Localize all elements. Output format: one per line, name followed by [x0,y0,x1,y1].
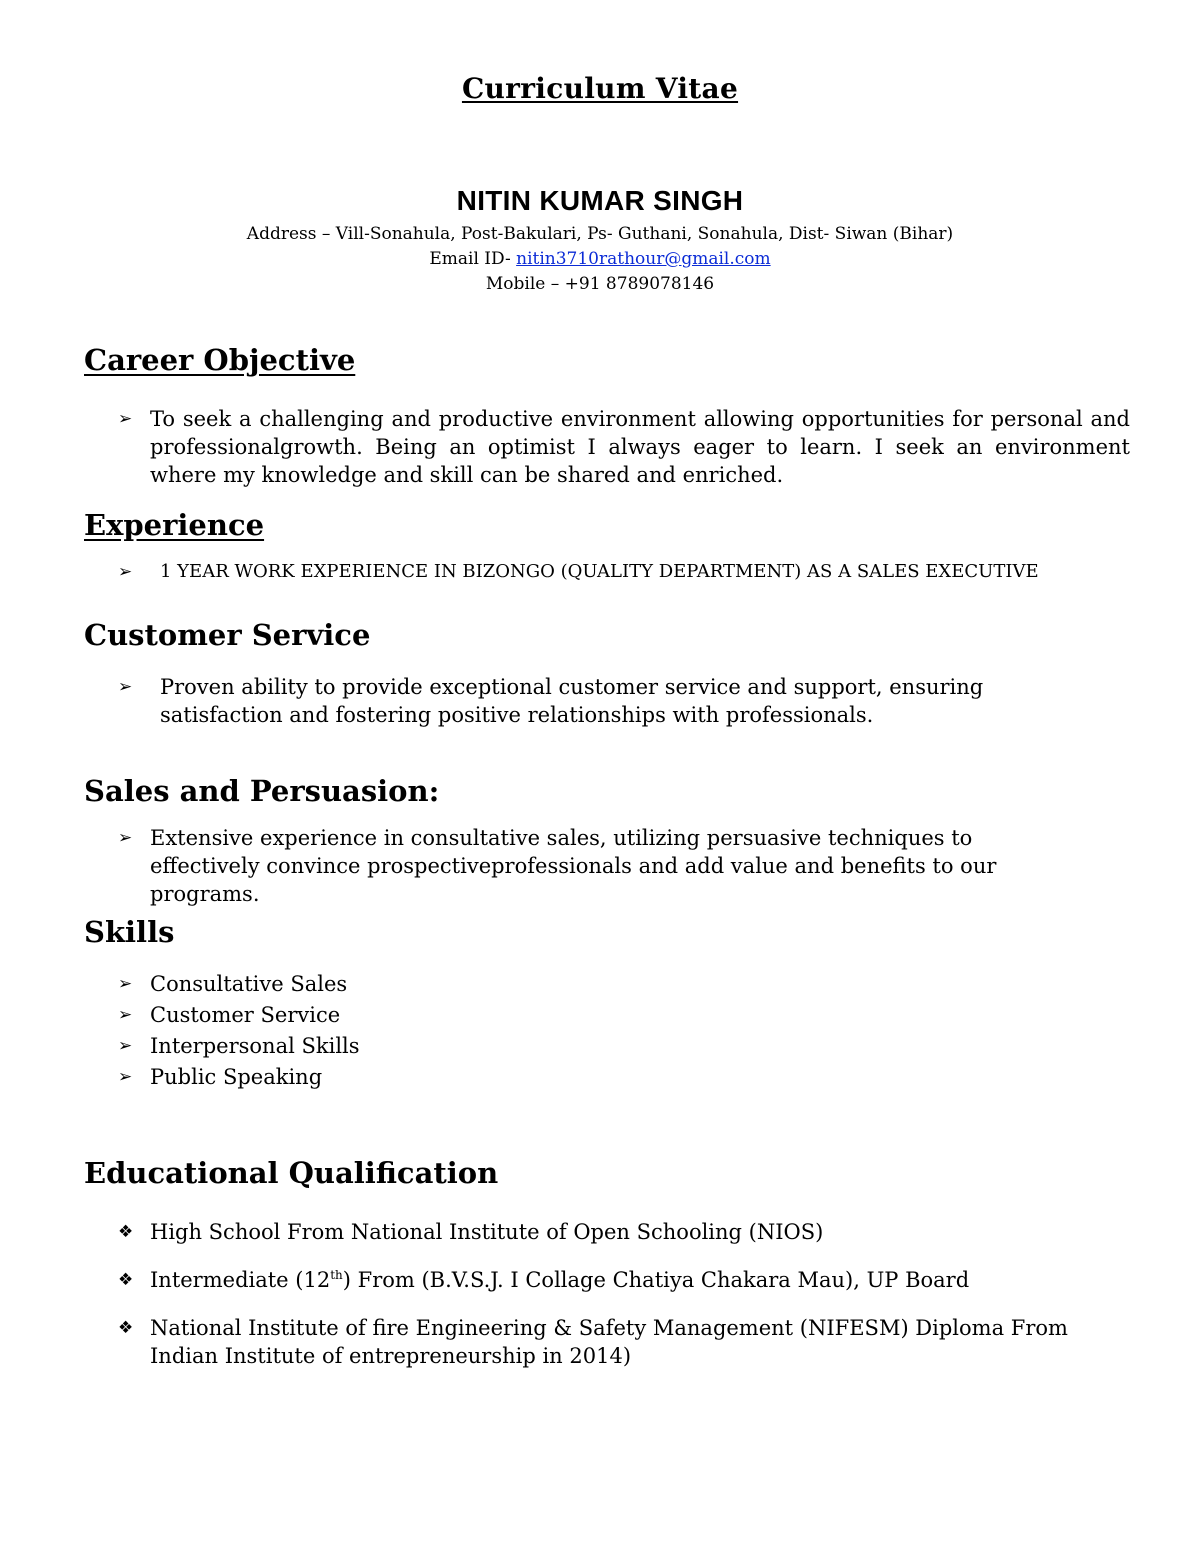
contact-email-line [0,248,1200,270]
arrow-bullet-icon: ➢ [118,677,133,697]
education-item [118,1266,1118,1294]
arrow-bullet-icon: ➢ [118,828,133,848]
skill-text: Customer Service [150,1003,341,1027]
education-text: High School From National Institute of Open Schooling (NIOS) [150,1220,824,1244]
experience-text: 1 YEAR WORK EXPERIENCE IN BIZONGO (QUALITY DEPARTMENT) AS A SALES EXECUTIVE [160,561,1039,582]
diamond-bullet-icon: ❖ [118,1222,134,1242]
customer-service-item [118,673,1088,729]
education-text-part: Intermediate (12 [150,1268,331,1292]
diamond-bullet-icon: ❖ [118,1318,134,1338]
email-link[interactable]: nitin3710rathour@gmail.com [516,249,771,269]
education-item [118,1218,1118,1246]
skill-item [118,1063,618,1091]
email-label: Email ID- [429,249,517,269]
education-text [150,1266,1118,1294]
arrow-bullet-icon: ➢ [118,1005,133,1025]
arrow-bullet-icon: ➢ [118,1067,133,1087]
sales-text: Extensive experience in consultative sales, utilizing persuasive techniques to effectively convince prospectiveprofessionals and add value and benefits to our programs. [150,826,997,906]
career-objective-heading: Career Objective [84,343,356,377]
arrow-bullet-icon: ➢ [118,974,133,994]
skill-text: Interpersonal Skills [150,1034,360,1058]
ordinal-suffix: th [330,1268,343,1282]
skills-heading: Skills [84,915,175,949]
diamond-bullet-icon: ❖ [118,1270,134,1290]
skill-item [118,970,618,998]
skill-text: Public Speaking [150,1065,323,1089]
sales-heading: Sales and Persuasion: [84,774,440,808]
sales-item [118,824,1038,908]
career-objective-item [118,405,1130,489]
education-text-part: ) From (B.V.S.J. I Collage Chatiya Chakara Mau), UP Board [342,1268,970,1292]
skill-text: Consultative Sales [150,972,348,996]
customer-service-heading: Customer Service [84,618,371,652]
experience-item [118,558,1118,586]
arrow-bullet-icon: ➢ [118,1036,133,1056]
contact-mobile: Mobile – +91 8789078146 [485,274,715,294]
education-heading: Educational Qualification [84,1156,499,1190]
career-objective-text: To seek a challenging and productive environment allowing opportunities for personal and professionalgrowth. Being an optimist I always eager to learn. I seek an environment where my knowledge and skill can be shared and enriched. [150,407,1130,487]
education-item [118,1314,1078,1370]
education-text: National Institute of fire Engineering & Safety Management (NIFESM) Diploma From Indian Institute of entrepreneurship in 2014) [150,1316,1068,1368]
contact-address: Address – Vill-Sonahula, Post-Bakulari, Ps- Guthani, Sonahula, Dist- Siwan (Bihar) [246,224,954,244]
customer-service-text: Proven ability to provide exceptional customer service and support, ensuring satisfaction and fostering positive relationships with professionals. [160,675,984,727]
skill-item [118,1001,618,1029]
arrow-bullet-icon: ➢ [118,562,133,582]
candidate-name: NITIN KUMAR SINGH [456,185,744,216]
skill-item [118,1032,618,1060]
document-title: Curriculum Vitae [461,72,739,105]
experience-heading: Experience [84,508,265,542]
arrow-bullet-icon: ➢ [118,409,133,429]
